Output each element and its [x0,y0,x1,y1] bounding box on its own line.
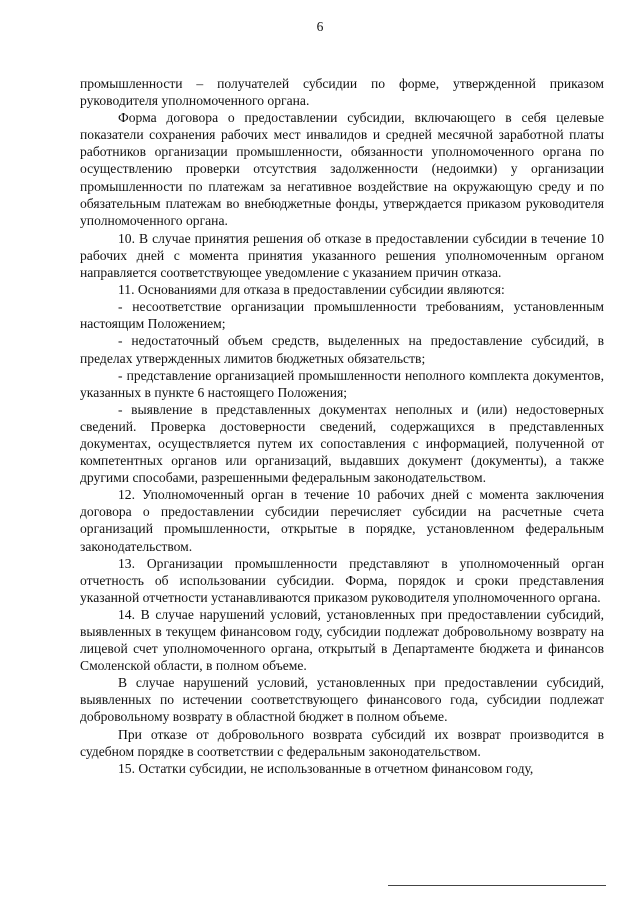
paragraph-court-refund: При отказе от добровольного возврата субсидий их возврат производится в судебном порядке в соответствии с федеральным законодательством. [80,726,604,759]
paragraph-contract-form: Форма договора о предоставлении субсидии, включающего в себя целевые показатели сохранения рабочих мест инвалидов и средней месячной заработной платы работников организации промышленности, обязанности уполномоченного органа по осуществлению проверки отсутствия задолженности (недоимки) у организации промышленности по платежам за негативное воздействие на окружающую среду и по обязательным платежам во внебюджетные фонды, утверждается приказом руководителя уполномоченного органа. [80,110,604,228]
paragraph-reason-insufficient-funds: - недостаточный объем средств, выделенных на предоставление субсидий, в пределах утвержденных лимитов бюджетных обязательств; [80,333,604,366]
paragraph-refund-after-year: В случае нарушений условий, установленных при предоставлении субсидий, выявленных по истечении соответствующего финансового года, субсидии подлежат добровольному возврату в областной бюджет в полном объеме. [80,675,604,725]
bottom-rule [388,885,606,886]
paragraph-item-14: 14. В случае нарушений условий, установленных при предоставлении субсидий, выявленных в текущем финансовом году, субсидии подлежат добровольному возврату на лицевой счет уполномоченного органа, открытый в Департаменте бюджета и финансов Смоленской области, в полном объеме. [80,606,604,674]
paragraph-item-10: 10. В случае принятия решения об отказе в предоставлении субсидии в течение 10 рабочих дней с момента принятия указанного решения уполномоченным органом направляется соответствующее уведомление с указанием причин отказа. [80,230,604,281]
page-number: 6 [316,19,324,34]
paragraph-continuation: промышленности – получателей субсидии по форме, утвержденной приказом руководителя уполномоченного органа. [80,76,604,109]
document-body [80,75,604,777]
paragraph-reason-inaccurate-data: - выявление в представленных документах неполных и (или) недостоверных сведений. Проверка достоверности сведений, содержащихся в представленных документах, осуществляется путем их сопоставления с информацией, полученной от компетентных органов или организаций, выдавших документ (документы), а также другими способами, разрешенными федеральным законодательством. [80,401,604,486]
paragraph-item-12: 12. Уполномоченный орган в течение 10 рабочих дней с момента заключения договора о предоставлении субсидии перечисляет субсидии на расчетные счета организаций промышленности, открытые в порядке, установленном федеральным законодательством. [80,487,604,554]
paragraph-item-13: 13. Организации промышленности представляют в уполномоченный орган отчетность об использовании субсидии. Форма, порядок и сроки представления указанной отчетности устанавливаются приказом руководителя уполномоченного органа. [80,555,604,605]
paragraph-reason-noncompliance: - несоответствие организации промышленности требованиям, установленным настоящим Положением; [80,299,604,332]
paragraph-reason-incomplete-documents: - представление организацией промышленности неполного комплекта документов, указанных в пункте 6 настоящего Положения; [80,367,604,400]
paragraph-item-11: 11. Основаниями для отказа в предоставлении субсидии являются: [118,282,505,298]
paragraph-item-15: 15. Остатки субсидии, не использованные в отчетном финансовом году, [118,760,534,776]
